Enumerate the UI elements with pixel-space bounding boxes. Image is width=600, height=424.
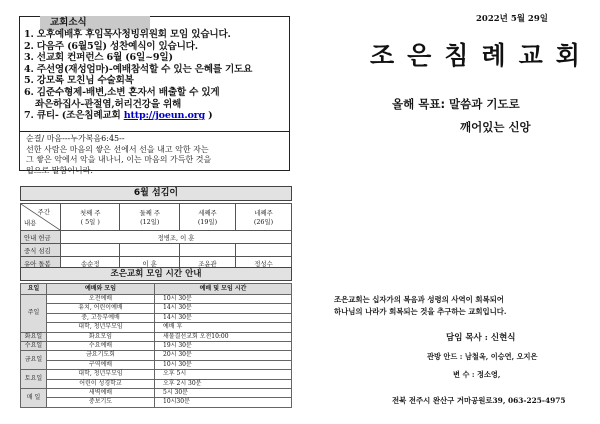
duty-row	[21, 231, 292, 244]
schedule-meeting: 대학, 청년부모임	[47, 323, 155, 332]
duty-header-week: 주간	[37, 208, 50, 216]
schedule-row	[21, 370, 292, 379]
schedule-time: 5시 30분	[155, 389, 292, 398]
duty-cell: 송순정	[61, 257, 120, 270]
schedule-meeting: 금요기도회	[47, 351, 155, 360]
schedule-time: 10시 30분	[155, 295, 292, 304]
qt-prefix: 7. 큐티- (조은침례교회	[24, 110, 124, 122]
schedule-row	[21, 323, 292, 332]
mission-line: 하나님의 나라가 회복되는 것을 추구하는 교회입니다.	[334, 307, 507, 316]
schedule-day: 토요일	[21, 370, 47, 389]
schedule-title: 조은교회 모임 시간 안내	[20, 267, 292, 281]
church-address: 전북 전주시 완산구 거마공원로39, 063-225-4975	[392, 396, 566, 405]
church-news-box	[19, 16, 290, 175]
news-item: 1. 오후예배후 후임목사청빙위원회 모임 있습니다.	[24, 29, 231, 40]
duty-week-label: (12일)	[140, 218, 160, 226]
schedule-time: 19시 30분	[155, 342, 292, 351]
church-website-link[interactable]: http://joeun.org	[123, 110, 206, 122]
schedule-meeting: 오전예배	[47, 295, 155, 304]
schedule-row	[21, 389, 292, 398]
schedule-meeting: 새벽예배	[47, 389, 155, 398]
schedule-time: 14시 30분	[155, 313, 292, 322]
schedule-meeting: 대학, 청년부모임	[47, 370, 155, 379]
duty-cell	[179, 244, 235, 257]
duty-cell: 정병조, 이 훈	[61, 231, 292, 244]
schedule-header: 예배와 모임	[47, 284, 155, 295]
schedule-header: 예배 및 모임 시간	[155, 284, 292, 295]
schedule-day: 수요일	[21, 342, 47, 351]
schedule-time: 10시30분	[155, 398, 292, 407]
duty-cell	[235, 244, 291, 257]
duty-cell	[61, 244, 120, 257]
duty-row	[21, 244, 292, 257]
news-item: 6. 김준수형제-배변,소변 혼자서 배출할 수 있게	[24, 86, 220, 98]
duty-week-header	[179, 204, 235, 231]
news-item: 2. 다음주 (6월5일) 성찬예식이 있습니다.	[24, 40, 198, 52]
duty-header-corner	[21, 204, 61, 231]
duty-table	[20, 203, 292, 270]
news-title: 교회소식	[40, 16, 150, 30]
duty-week-header	[120, 204, 179, 231]
duty-week-label: 네째주	[254, 209, 273, 217]
schedule-row	[21, 313, 292, 322]
schedule-day: 주일	[21, 295, 47, 333]
schedule-meeting: 중보기도	[47, 398, 155, 407]
duty-cell	[120, 244, 179, 257]
news-item: 3. 선교회 컨퍼런스 6월 (6일~9일)	[24, 52, 173, 64]
schedule-day: 화요일	[21, 332, 47, 341]
schedule-row	[21, 360, 292, 369]
schedule-meeting: 구역예배	[47, 360, 155, 369]
duty-title: 6월 섬김이	[20, 186, 292, 201]
verse-line: 그 쌓은 악에서 악을 내나니, 이는 마음의 가득한 것을	[26, 155, 212, 165]
schedule-time: 오후 2시 30분	[155, 379, 292, 388]
schedule-header-row	[21, 284, 292, 295]
duty-week-label: (19일)	[197, 218, 218, 226]
schedule-time: 새물결선교회 오전10:00	[155, 332, 292, 341]
schedule-time: 예배 후	[155, 323, 292, 332]
news-item: 5. 강모록 모친님 수술회복	[24, 75, 134, 87]
pastor-line: 담임 목사 : 신현식	[446, 333, 516, 343]
schedule-meeting: 중, 고등부예배	[47, 313, 155, 322]
news-item: 4. 주선영(재성엄마)-예배참석할 수 있는 은혜를 기도요	[24, 63, 253, 75]
schedule-row	[21, 342, 292, 351]
schedule-row	[21, 295, 292, 304]
schedule-meeting: 어린이 성경학교	[47, 379, 155, 388]
duty-row-label: 안내 헌금	[21, 231, 61, 244]
verse-line: 순결/ 마음---누가복음6:45--	[26, 134, 125, 143]
qt-suffix: )	[205, 110, 213, 122]
schedule-row	[21, 304, 292, 313]
duty-week-label: 둘째 주	[139, 209, 160, 217]
duty-cell: 정성수	[235, 257, 291, 270]
news-list	[24, 29, 288, 122]
duty-week-header	[235, 204, 291, 231]
schedule-table	[20, 283, 292, 408]
schedule-time: 14시 30분	[155, 304, 292, 313]
schedule-row	[21, 351, 292, 360]
duty-cell: 조윤관	[179, 257, 235, 270]
duty-row-label: 중식 섬김	[21, 244, 61, 257]
news-divider	[20, 131, 289, 132]
news-item-qt	[24, 110, 288, 122]
year-goal-line1: 올해 목표: 말씀과 기도로	[392, 97, 520, 111]
duty-week-label: (26일)	[253, 218, 274, 226]
schedule-time: 오후 5시	[155, 370, 292, 379]
news-item: 좌은하집사-관절염,허리건강을 위해	[35, 98, 182, 110]
schedule-meeting: 화요모임	[47, 332, 155, 341]
church-name: 조은침례교회	[370, 41, 593, 70]
schedule-header: 요일	[21, 284, 47, 295]
bulletin-date: 2022년 5월 29일	[476, 14, 548, 24]
deacons-line: 관방 안드 : 남철옥, 이승연, 오지은	[427, 352, 538, 361]
duty-week-label: 세째주	[198, 209, 217, 217]
verse-line: 입으로 말함이니라.	[26, 165, 93, 175]
duty-week-header	[61, 204, 120, 231]
mission-statement	[334, 294, 584, 318]
schedule-day: 금요일	[21, 351, 47, 370]
duty-row-label: 유아 돌봄	[21, 257, 61, 270]
schedule-meeting: 수요예배	[47, 342, 155, 351]
schedule-time: 20시 30분	[155, 351, 292, 360]
schedule-row	[21, 332, 292, 341]
verse-line: 선한 사람은 마음의 쌓은 선에서 선을 내고 악한 자는	[26, 144, 209, 154]
schedule-meeting: 유치, 어린이예배	[47, 304, 155, 313]
schedule-row	[21, 398, 292, 407]
duty-header-content: 내용	[24, 219, 37, 227]
schedule-day: 매 일	[21, 389, 47, 408]
year-goal-line2: 깨어있는 신앙	[460, 120, 531, 134]
schedule-time: 10시 30분	[155, 360, 292, 369]
duty-week-label: 첫째 주	[79, 209, 101, 217]
schedule-row	[21, 379, 292, 388]
duty-cell: 이 훈	[120, 257, 179, 270]
verse-section	[26, 134, 288, 176]
duty-week-label: ( 5일 )	[80, 218, 100, 226]
mission-line: 조은교회는 십자가의 복음과 성령의 사역이 회복되어	[334, 295, 504, 304]
staff-line: 변 수 : 정소영,	[453, 370, 501, 379]
